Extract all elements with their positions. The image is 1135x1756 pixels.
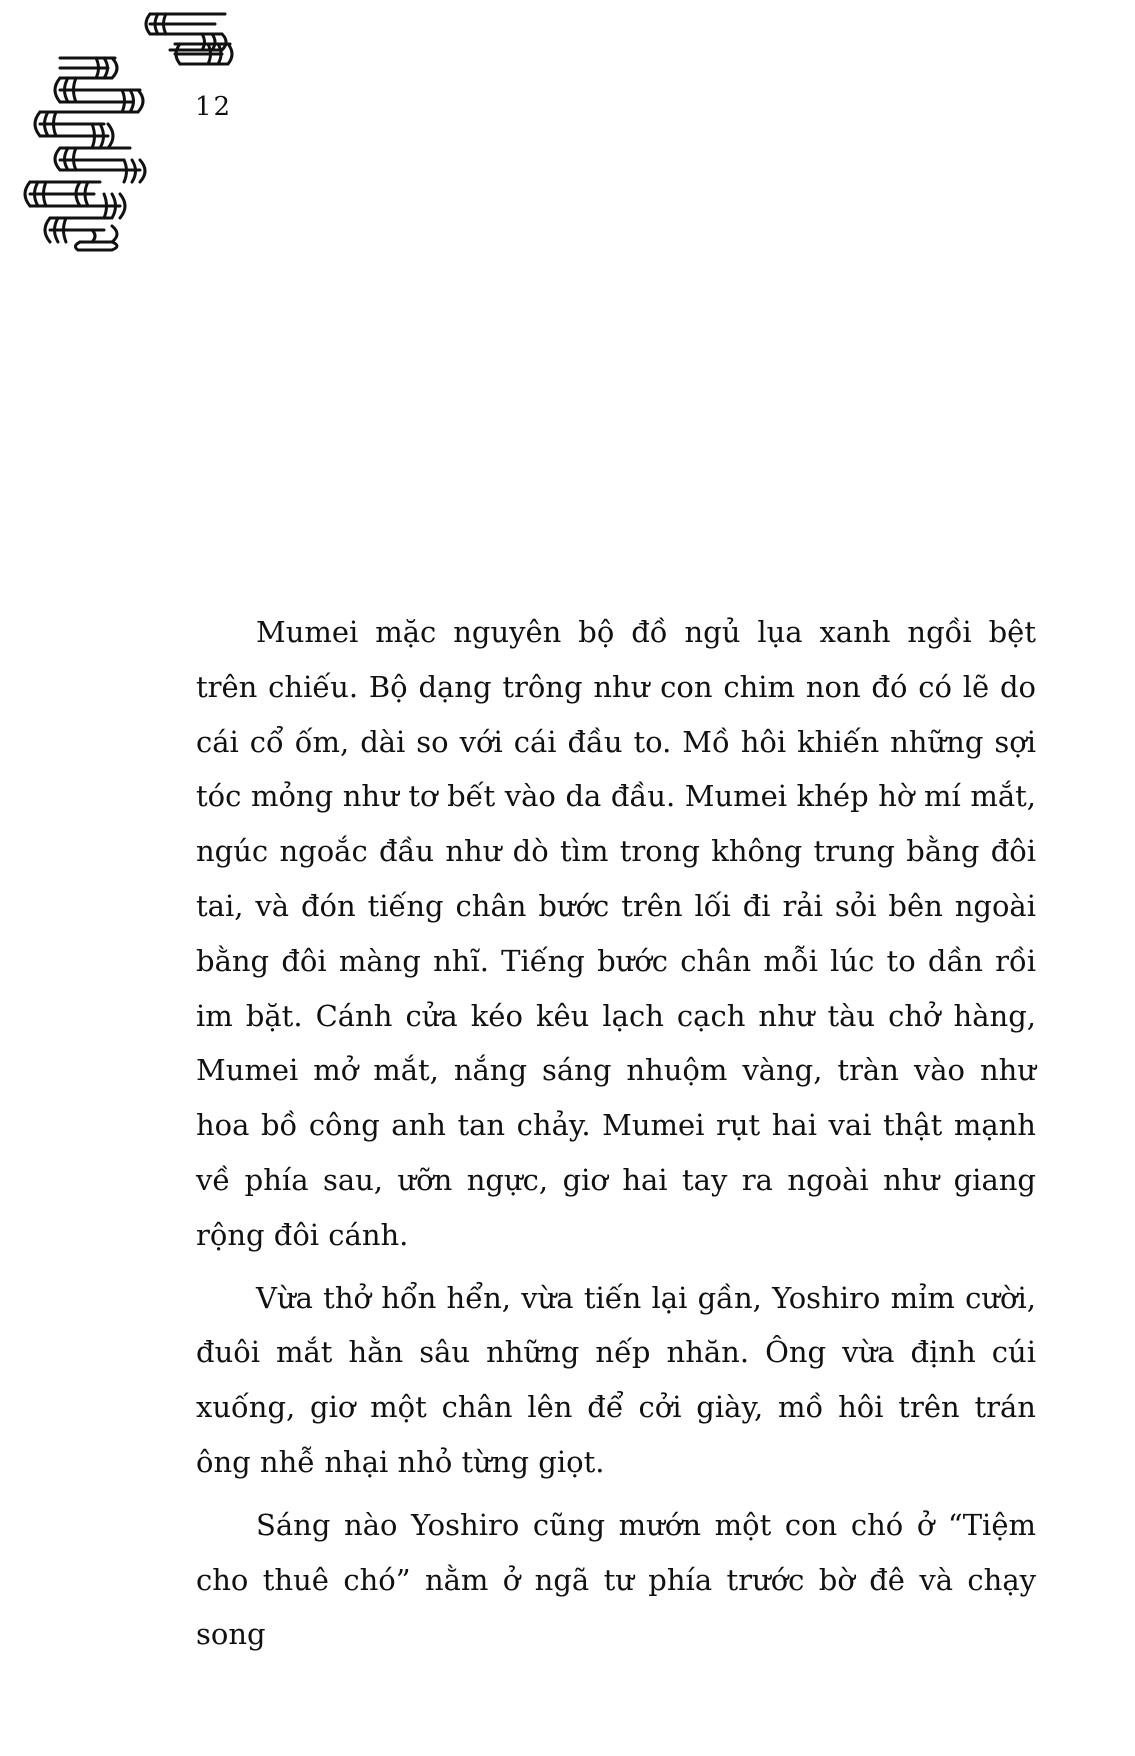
paragraph: Sáng nào Yoshiro cũng mướn một con chó ở “Tiệm cho thuê chó” nằm ở ngã tư phía trước bờ đê và chạy song	[196, 1507, 1036, 1652]
paragraph: Vừa thở hổn hển, vừa tiến lại gần, Yoshiro mỉm cười, đuôi mắt hằn sâu những nếp nhăn. Ông vừa định cúi xuống, giơ một chân lên để cởi giày, mồ hôi trên trán ông nhễ nhại nhỏ từng giọt.	[196, 1280, 1036, 1479]
cloud-scroll-ornament-icon	[0, 0, 260, 300]
body-text	[196, 605, 1036, 1670]
paragraph: Mumei mặc nguyên bộ đồ ngủ lụa xanh ngồi bệt trên chiếu. Bộ dạng trông như con chim non đó có lẽ do cái cổ ốm, dài so với cái đầu to. Mồ hôi khiến những sợi tóc mỏng như tơ bết vào da đầu. Mumei khép hờ mí mắt, ngúc ngoắc đầu như dò tìm trong không trung bằng đôi tai, và đón tiếng chân bước trên lối đi rải sỏi bên ngoài bằng đôi màng nhĩ. Tiếng bước chân mỗi lúc to dần rồi im bặt. Cánh cửa kéo kêu lạch cạch như tàu chở hàng, Mumei mở mắt, nắng sáng nhuộm vàng, tràn vào như hoa bồ công anh tan chảy. Mumei rụt hai vai thật mạnh về phía sau, ưỡn ngực, giơ hai tay ra ngoài như giang rộng đôi cánh.	[196, 615, 1036, 1252]
page-number: 12	[195, 92, 233, 122]
